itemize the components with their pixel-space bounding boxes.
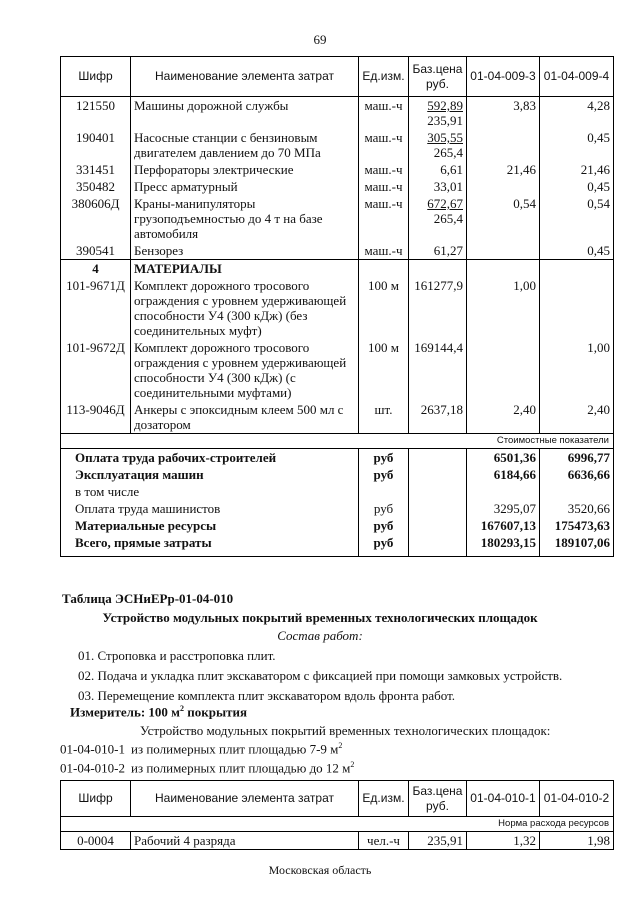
price-value: 672,67 (427, 196, 463, 211)
total-norm-4: 3520,66 (540, 500, 614, 517)
total-norm-3 (467, 483, 540, 500)
total-unit (359, 483, 409, 500)
header-name: Наименование элемента затрат (131, 57, 359, 97)
total-label: Материальные ресурсы (61, 517, 359, 534)
cell-name: Машины дорожной службы (131, 97, 359, 130)
work-step-2: 02. Подача и укладка плит экскаватором с фиксацией при помощи замковых устройств. (78, 668, 563, 683)
variant-2-sup: 2 (350, 760, 355, 769)
cell-unit: маш.-ч (359, 161, 409, 178)
table-row (61, 401, 614, 434)
table-row (61, 178, 614, 195)
total-unit: руб (359, 466, 409, 483)
cell-price (409, 97, 467, 130)
cell-name: Перфораторы электрические (131, 161, 359, 178)
section-code: 4 (61, 260, 131, 278)
total-label: Эксплуатация машин (61, 466, 359, 483)
cell-name: Анкеры с эпоксидным клеем 500 мл с дозатором (131, 401, 359, 434)
cell-name: Комплект дорожного тросового ограждения с уровнем удерживающей способности У4 (300 кДж) (с соединительными муфтами) (131, 339, 359, 401)
price-value: 6,61 (440, 162, 463, 177)
total-norm-3: 180293,15 (467, 534, 540, 556)
work-title: Состав работ: (277, 628, 363, 643)
cell-code: 0-0004 (61, 832, 131, 850)
cell-price (409, 178, 467, 195)
cell-name: Пресс арматурный (131, 178, 359, 195)
cell-norm-3 (467, 178, 540, 195)
meter-text: Измеритель: 100 м (70, 704, 181, 720)
total-row (61, 449, 614, 467)
cell-price (409, 129, 467, 161)
work-step-1: 01. Строповка и расстроповка плит. (78, 648, 276, 663)
cell-norm-3: 3,83 (467, 97, 540, 130)
price-value: 61,27 (433, 243, 463, 258)
total-norm-4: 189107,06 (540, 534, 614, 556)
meter-tail: покрытия (184, 704, 248, 720)
cell-norm-3: 2,40 (467, 401, 540, 434)
header-unit: Ед.изм. (359, 57, 409, 97)
cell-code: 190401 (61, 129, 131, 161)
header-code: Шифр (61, 57, 131, 97)
cell-norm-4 (540, 277, 614, 339)
total-norm-3: 3295,07 (467, 500, 540, 517)
variant-2-code: 01-04-010-2 (60, 760, 125, 776)
cell-norm-1: 1,32 (467, 832, 540, 850)
table-row (61, 195, 614, 242)
cell-name: Бензорез (131, 242, 359, 260)
cell-code: 121550 (61, 97, 131, 130)
header-code: Шифр (61, 781, 131, 817)
norm-caption: Норма расхода ресурсов (61, 817, 614, 832)
cell-norm-2: 1,98 (540, 832, 614, 850)
cell-norm-3 (467, 339, 540, 401)
total-norm-4: 6636,66 (540, 466, 614, 483)
cell-code: 350482 (61, 178, 131, 195)
cell-unit: маш.-ч (359, 178, 409, 195)
cell-price (409, 161, 467, 178)
meter-label (70, 704, 247, 720)
cell-code: 390541 (61, 242, 131, 260)
header-norm-4: 01-04-009-4 (540, 57, 614, 97)
cell-code: 101-9671Д (61, 277, 131, 339)
total-label: Оплата труда машинистов (61, 500, 359, 517)
variants-description: Устройство модульных покрытий временных технологических площадок: (140, 723, 551, 738)
cell-price: 161277,9 (409, 277, 467, 339)
empty-cell (409, 260, 467, 278)
cell-unit: маш.-ч (359, 242, 409, 260)
total-norm-4: 6996,77 (540, 449, 614, 467)
cost-caption-row (61, 434, 614, 449)
cell-norm-4: 0,45 (540, 129, 614, 161)
empty-cell (409, 534, 467, 556)
cell-price (409, 242, 467, 260)
table-row (61, 129, 614, 161)
variant-1-sup: 2 (338, 741, 343, 750)
header-unit: Ед.изм. (359, 781, 409, 817)
table-row (61, 339, 614, 401)
empty-cell (409, 483, 467, 500)
total-norm-3: 6184,66 (467, 466, 540, 483)
cell-norm-4: 0,54 (540, 195, 614, 242)
cell-name: Насосные станции с бензиновым двигателем давлением до 70 МПа (131, 129, 359, 161)
total-unit: руб (359, 517, 409, 534)
price-value-secondary: 265,4 (433, 211, 463, 226)
cell-norm-3: 21,46 (467, 161, 540, 178)
section-heading: Устройство модульных покрытий временных технологических площадок (102, 610, 538, 625)
total-row (61, 483, 614, 500)
cell-norm-4: 0,45 (540, 242, 614, 260)
variant-1 (60, 741, 342, 757)
resource-table (60, 780, 614, 850)
total-label: Оплата труда рабочих-строителей (61, 449, 359, 467)
cell-norm-4: 2,40 (540, 401, 614, 434)
total-label: в том числе (61, 483, 359, 500)
total-unit: руб (359, 449, 409, 467)
header-name: Наименование элемента затрат (131, 781, 359, 817)
cell-norm-4: 21,46 (540, 161, 614, 178)
total-row (61, 534, 614, 556)
empty-cell (467, 260, 540, 278)
table-row (61, 277, 614, 339)
cell-unit: маш.-ч (359, 97, 409, 130)
page-footer: Московская область (268, 863, 372, 877)
table-row (61, 832, 614, 850)
header-price: Баз.цена руб. (409, 781, 467, 817)
empty-cell (409, 449, 467, 467)
cost-caption: Стоимостные показатели (61, 434, 614, 449)
cell-name: Рабочий 4 разряда (131, 832, 359, 850)
total-norm-3: 167607,13 (467, 517, 540, 534)
total-label: Всего, прямые затраты (61, 534, 359, 556)
table-title: Таблица ЭСНиЕРр-01-04-010 (62, 591, 234, 606)
header-norm-2: 01-04-010-2 (540, 781, 614, 817)
cost-table (60, 56, 614, 557)
total-row (61, 466, 614, 483)
cell-unit: маш.-ч (359, 129, 409, 161)
empty-cell (540, 260, 614, 278)
cell-unit: 100 м (359, 339, 409, 401)
table-row (61, 161, 614, 178)
section-title: МАТЕРИАЛЫ (131, 260, 359, 278)
section-header-row (61, 260, 614, 278)
cell-price (409, 195, 467, 242)
cell-norm-3 (467, 242, 540, 260)
cell-name: Краны-манипуляторы грузоподъемностью до 4 т на базе автомобиля (131, 195, 359, 242)
cell-unit: 100 м (359, 277, 409, 339)
cell-code: 331451 (61, 161, 131, 178)
table-row (61, 242, 614, 260)
norm-caption-row (61, 817, 614, 832)
empty-cell (409, 466, 467, 483)
price-value: 592,89 (427, 98, 463, 113)
empty-cell (409, 517, 467, 534)
cell-code: 380606Д (61, 195, 131, 242)
total-norm-3: 6501,36 (467, 449, 540, 467)
cell-code: 101-9672Д (61, 339, 131, 401)
header-norm-3: 01-04-009-3 (467, 57, 540, 97)
price-value: 33,01 (433, 179, 463, 194)
cell-unit: маш.-ч (359, 195, 409, 242)
meter-sup: 2 (180, 704, 185, 713)
empty-cell (409, 500, 467, 517)
cell-price: 2637,18 (409, 401, 467, 434)
cell-norm-4: 0,45 (540, 178, 614, 195)
work-step-3: 03. Перемещение комплекта плит экскаватором вдоль фронта работ. (78, 688, 456, 703)
cell-norm-3: 1,00 (467, 277, 540, 339)
total-norm-4 (540, 483, 614, 500)
header-price: Баз.цена руб. (409, 57, 467, 97)
table-row (61, 97, 614, 130)
price-value: 305,55 (427, 130, 463, 145)
table-header-row (61, 781, 614, 817)
cell-name: Комплект дорожного тросового ограждения с уровнем удерживающей способности У4 (300 кДж) (без соединительных муфт) (131, 277, 359, 339)
cell-price: 169144,4 (409, 339, 467, 401)
cell-price: 235,91 (409, 832, 467, 850)
cell-unit: шт. (359, 401, 409, 434)
cell-norm-3 (467, 129, 540, 161)
total-row (61, 500, 614, 517)
cell-norm-4: 4,28 (540, 97, 614, 130)
price-value-secondary: 265,4 (433, 145, 463, 160)
page-number: 69 (313, 32, 327, 47)
cell-code: 113-9046Д (61, 401, 131, 434)
empty-cell (359, 260, 409, 278)
variant-1-code: 01-04-010-1 (60, 741, 125, 757)
cell-unit: чел.-ч (359, 832, 409, 850)
cell-norm-4: 1,00 (540, 339, 614, 401)
variant-2 (60, 760, 354, 776)
price-value-secondary: 235,91 (427, 113, 463, 128)
total-unit: руб (359, 534, 409, 556)
table-header-row (61, 57, 614, 97)
header-norm-1: 01-04-010-1 (467, 781, 540, 817)
total-unit: руб (359, 500, 409, 517)
total-norm-4: 175473,63 (540, 517, 614, 534)
variant-2-text: из полимерных плит площадью до 12 м (131, 760, 351, 776)
total-row (61, 517, 614, 534)
variant-1-text: из полимерных плит площадью 7-9 м (131, 741, 339, 757)
cell-norm-3: 0,54 (467, 195, 540, 242)
